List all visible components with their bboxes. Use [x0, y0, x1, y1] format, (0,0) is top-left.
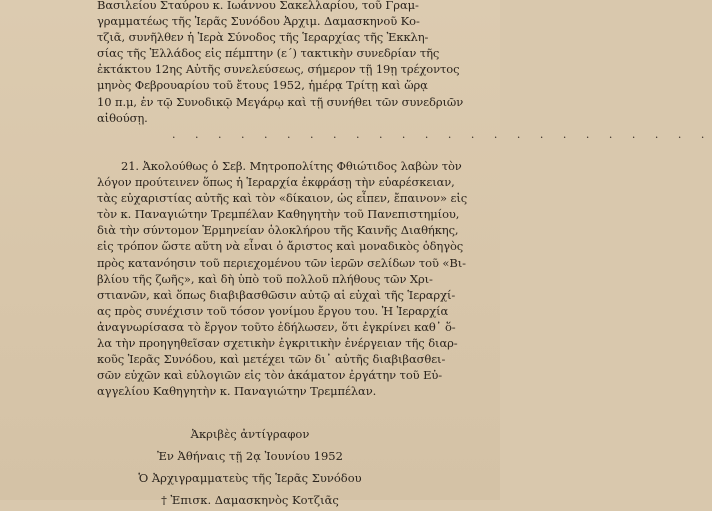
text-line: αγγελίου Καθηγητὴν κ. Παναγιώτην Τρεμπέλαν.: [97, 384, 377, 399]
text-line: διὰ τὴν σύντομον Ἑρμηνείαν ὁλοκλήρου τῆς Καινῆς Διαθήκης,: [97, 223, 459, 238]
text-line: αἰθούσῃ.: [97, 110, 148, 125]
text-line: μηνὸς Φεβρουαρίου τοῦ ἔτους 1952, ἡμέρᾳ Τρίτῃ καὶ ὥρᾳ: [97, 78, 428, 93]
main-paragraph: [97, 158, 468, 399]
text-line: τὰς εὐχαριστίας αὐτῆς καὶ τὸν «δίκαιον, ὡς εἶπεν, ἔπαινον» εἰς: [97, 191, 468, 206]
text-line: σῶν εὐχῶν καὶ εὐλογιῶν εἰς τὸν ἀκάματον ἐργάτην τοῦ Εὐ-: [97, 368, 443, 383]
text-line: σίας τῆς Ἑλλάδος εἰς πέμπτην (ε΄) τακτικὴν συνεδρίαν τῆς: [97, 46, 440, 61]
signatory-name: † Ἐπισκ. Δαμασκηνὸς Κοτζιᾶς: [161, 493, 339, 507]
top-paragraph: [97, 0, 465, 126]
text-line: ας πρὸς συνέχισιν τοῦ τόσον γονίμου ἔργου του. Ἡ Ἱεραρχία: [97, 303, 449, 318]
text-line: γραμματέως τῆς Ἱερᾶς Συνόδου Ἀρχιμ. Δαμασκηνοῦ Κο-: [97, 14, 420, 29]
text-line: 10 π.μ, ἐν τῷ Συνοδικῷ Μεγάρῳ καὶ τῇ συνήθει τῶν συνεδριῶν: [97, 94, 464, 109]
text-line: στιανῶν, καὶ ὅπως διαβιβασθῶσιν αὐτῷ αἱ εὐχαὶ τῆς Ἱεραρχί-: [97, 287, 456, 302]
text-line: τζιᾶ, συνῆλθεν ἡ Ἱερὰ Σύνοδος τῆς Ἱεραρχίας τῆς Ἐκκλη-: [97, 30, 429, 45]
text-line: Βασιλείου Σταύρου κ. Ιωάννου Σακελλαρίου, τοῦ Γραμ-: [97, 0, 419, 12]
text-line: 21. Ἀκολούθως ὁ Σεβ. Μητροπολίτης Φθιώτιδος λαβὼν τὸν: [121, 159, 462, 173]
text-line: τὸν κ. Παναγιώτην Τρεμπέλαν Καθηγητὴν τοῦ Πανεπιστημίου,: [97, 207, 460, 222]
place-date-line: Ἐν Ἀθήναις τῇ 2ᾳ Ἰουνίου 1952: [157, 449, 343, 463]
text-line: πρὸς κατανόησιν τοῦ περιεχομένου τῶν ἱερῶν σελίδων τοῦ «Βι-: [97, 255, 466, 270]
text-line: κοῦς Ἱερᾶς Συνόδου, καὶ μετέχει τῶν δι᾿ αὐτῆς διαβιβασθει-: [97, 352, 446, 367]
text-line: βλίου τῆς ζωῆς», καὶ δὴ ὑπὸ τοῦ πολλοῦ πλήθους τῶν Χρι-: [97, 271, 433, 286]
certified-copy-label: Ἀκριβὲς ἀντίγραφον: [190, 427, 310, 441]
text-line: ἐκτάκτου 12ης Αὐτῆς συνελεύσεως, σήμερον τῇ 19ῃ τρέχοντος: [97, 62, 460, 77]
text-line: ἀναγνωρίσασα τὸ ἔργον τοῦτο ἐδήλωσεν, ὅτι ἐγκρίνει καθ᾿ ὅ-: [97, 319, 456, 334]
dotted-separator: . . . . . . . . . . . . . . . . . . . . . . . .: [172, 128, 712, 141]
signature-block: [0, 423, 500, 511]
text-line: λα τὴν προηγηθεῖσαν σχετικὴν ἐγκριτικὴν ἐνέργειαν τῆς διαρ-: [97, 336, 458, 351]
text-line: εἰς τρόπον ὥστε αὕτη νὰ εἶναι ὁ ἄριστος καὶ μοναδικὸς ὁδηγὸς: [97, 239, 464, 254]
signatory-title: Ὁ Ἀρχιγραμματεὺς τῆς Ἱερᾶς Συνόδου: [138, 471, 362, 485]
text-line: λόγον προύτεινεν ὅπως ἡ Ἱεραρχία ἐκφράσῃ τὴν εὐαρέσκειαν,: [97, 175, 455, 190]
